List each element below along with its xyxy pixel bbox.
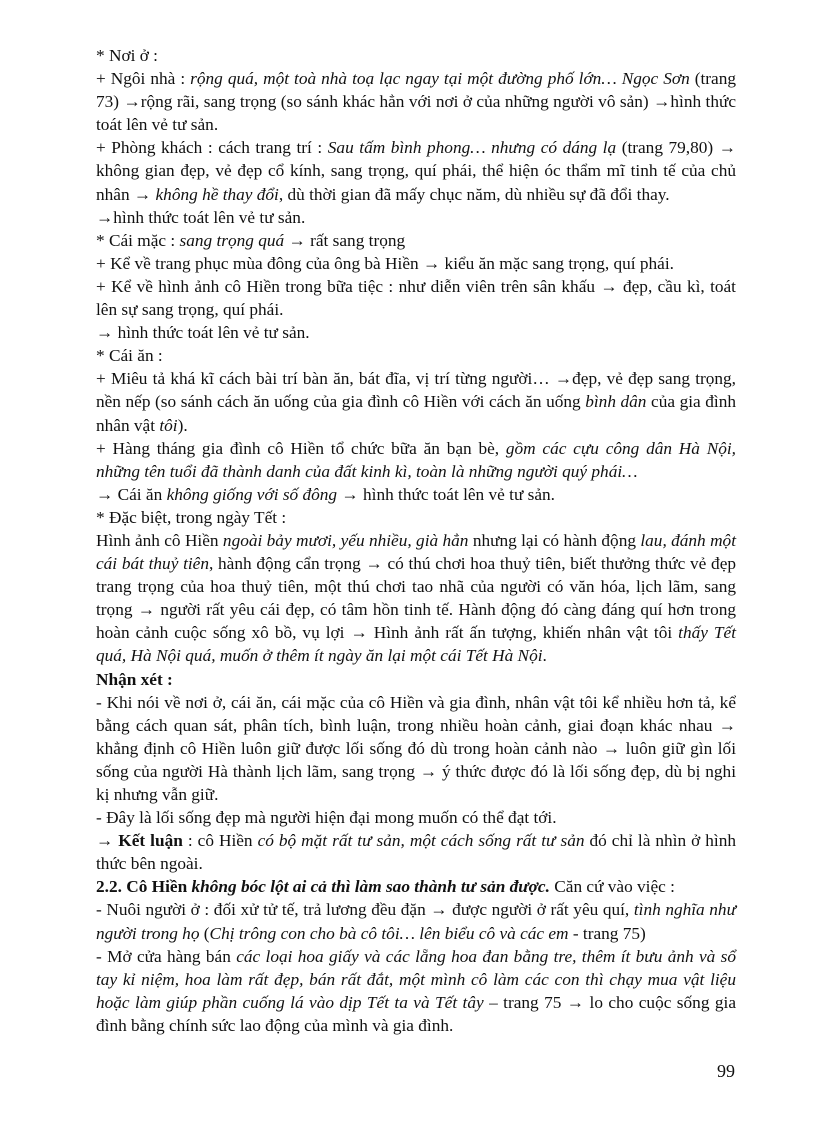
italic-quote: rộng quá, một toà nhà toạ lạc ngay tại một đường phố lớn… Ngọc Sơn: [190, 69, 690, 89]
text-run: (: [199, 923, 210, 943]
bold-label: Kết luận: [118, 831, 183, 851]
italic-quote: các loại hoa giấy và các lẵng hoa đan bằng tre, thêm ít bưu ảnh và sổ tay kỉ niệm, hoa làm rất đẹp, bán rất đắt, một mình cô làm các con thì chạy mua vật liệu hoặc làm giúp phần cuống lá vào dịp Tết ta và Tết tây: [96, 946, 736, 1012]
italic-quote: sang trọng quá: [179, 230, 285, 250]
text-run: + Kể về hình ảnh cô Hiền trong bữa tiệc : như diễn viên trên sân khấu → đẹp, cầu kì, toát lên sự sang trọng, quí phái.: [96, 276, 736, 320]
italic-quote: không hề thay đổi: [155, 184, 279, 204]
text-run: * Cái mặc :: [96, 230, 180, 250]
paragraph: [96, 136, 736, 205]
text-run: của gia đình nhân vật: [96, 392, 736, 435]
text-run: * Cái ăn :: [96, 346, 163, 366]
text-run: + Kể về trang phục mùa đông của ông bà Hiền → kiểu ăn mặc sang trọng, quí phái.: [96, 253, 674, 273]
text-run: - trang 75): [568, 923, 646, 943]
italic-quote: tình nghĩa như người trong họ: [96, 900, 736, 943]
paragraph: [96, 945, 736, 1037]
text-run: - Mở cửa hàng bán: [96, 946, 237, 966]
text-run: - Nuôi người ở : đối xử tử tế, trả lương đều đặn → được người ở rất yêu quí,: [96, 900, 634, 920]
text-run: + Hàng tháng gia đình cô Hiền tổ chức bữa ăn bạn bè,: [96, 438, 506, 458]
italic-quote: tôi: [159, 415, 178, 435]
paragraph: [96, 691, 736, 806]
text-run: → hình thức toát lên vẻ tư sản.: [96, 323, 310, 343]
paragraph: [96, 321, 736, 344]
section-heading-quote: không bóc lột ai cả thì làm sao thành tư sản được.: [191, 877, 550, 897]
paragraph: [96, 206, 736, 229]
text-run: Căn cứ vào việc :: [549, 877, 675, 897]
paragraph: [96, 344, 736, 367]
text-run: (trang 73) →rộng rãi, sang trọng (so sánh khác hẳn với nơi ở của những người vô sản) →hình thức toát lên vẻ tư sản.: [96, 69, 737, 135]
text-run: + Phòng khách : cách trang trí :: [96, 138, 328, 158]
paragraph: [96, 483, 736, 506]
paragraph: [96, 806, 736, 829]
section-heading: Nhận xét :: [96, 669, 173, 689]
text-run: – trang 75 → lo cho cuộc sống gia đình bằng chính sức lao động của mình và gia đình.: [96, 992, 736, 1035]
text-run: + Miêu tả khá kĩ cách bài trí bàn ăn, bát đĩa, vị trí từng người… →đẹp, vẻ đẹp sang trọng, nền nếp (so sánh cách ăn uống của gia đình cô Hiền với cách ăn uống: [96, 369, 736, 412]
text-run: - Khi nói về nơi ở, cái ăn, cái mặc của cô Hiền và gia đình, nhân vật tôi kể nhiều hơn tả, kể bằng cách quan sát, phân tích, bình luận, trong nhiều hoàn cảnh, giai đoạn khác nhau → khẳng định cô Hiền luôn giữ được lối sống đó dù trong hoàn cảnh nào → luôn giữ gìn lối sống của người Hà thành lịch lãm, sang trọng → ý thức được đó là lối sống đẹp, dù bị nghi kị nhưng vẫn giữ.: [96, 692, 736, 804]
text-run: * Đặc biệt, trong ngày Tết :: [96, 507, 287, 527]
text-run: nhưng lại có hành động: [468, 530, 641, 550]
document-body: [96, 44, 736, 1037]
italic-quote: không giống với số đông: [166, 484, 338, 504]
paragraph: [96, 829, 736, 875]
paragraph: [96, 898, 736, 944]
page-number: 99: [717, 1061, 735, 1081]
section-heading: 2.2. Cô Hiền: [96, 877, 192, 897]
italic-quote: có bộ mặt rất tư sản, một cách sống rất tư sản: [257, 831, 585, 851]
text-run: → rất sang trọng: [284, 230, 406, 250]
text-run: : cô Hiền: [182, 831, 258, 851]
text-run: * Nơi ở :: [96, 46, 158, 65]
text-run: → hình thức toát lên vẻ tư sản.: [337, 484, 555, 504]
italic-quote: bình dân: [585, 392, 647, 412]
text-run: Hình ảnh cô Hiền: [96, 530, 223, 550]
text-run: , dù thời gian đã mấy chục năm, dù nhiều sự đã đổi thay.: [278, 184, 670, 204]
paragraph: [96, 875, 736, 898]
paragraph: [96, 44, 736, 67]
italic-quote: Chị trông con cho bà cô tôi… lên biểu cô và các em: [209, 923, 569, 943]
text-run: đó chỉ là nhìn ở hình thức bên ngoài.: [96, 831, 736, 874]
text-run: + Ngôi nhà :: [96, 69, 191, 89]
paragraph: [96, 367, 736, 436]
text-run: → Cái ăn: [96, 484, 167, 504]
paragraph: [96, 668, 736, 691]
text-run: , hành động cẩn trọng → có thú chơi hoa thuỷ tiên, biết thưởng thức vẻ đẹp trang trọng của hoa thuỷ tiên, một thú chơi tao nhã của người có văn hóa, lịch lãm, sang trọng → người rất yêu cái đẹp, có tâm hồn tinh tế. Hành động đó càng đáng quí hơn trong hoàn cảnh cuộc sống xô bồ, vụ lợi → Hình ảnh rất ấn tượng, khiến nhân vật tôi: [96, 554, 736, 643]
italic-quote: thấy Tết quá, Hà Nội quá, muốn ở thêm ít ngày ăn lại một cái Tết Hà Nội: [96, 623, 737, 666]
paragraph: [96, 529, 736, 668]
text-run: →hình thức toát lên vẻ tư sản.: [96, 207, 306, 227]
text-run: (trang 79,80) → không gian đẹp, vẻ đẹp cổ kính, sang trọng, quí phái, thể hiện óc thẩm mĩ tinh tế của chủ nhân →: [96, 138, 736, 204]
paragraph: [96, 437, 736, 483]
italic-quote: gồm các cựu công dân Hà Nội, những tên tuổi đã thành danh của đất kinh kì, toàn là những người quý phái…: [96, 438, 736, 481]
italic-quote: Sau tấm bình phong… nhưng có dáng lạ: [327, 138, 617, 158]
text-run: →: [96, 831, 119, 851]
paragraph: [96, 252, 736, 275]
italic-quote: ngoài bảy mươi, yếu nhiều, già hẳn: [222, 530, 469, 550]
paragraph: [96, 275, 736, 321]
text-run: .: [542, 646, 547, 666]
text-run: ).: [177, 415, 188, 435]
italic-quote: lau, đánh một cái bát thuỷ tiên: [96, 530, 736, 574]
paragraph: [96, 229, 736, 252]
paragraph: [96, 67, 736, 136]
paragraph: [96, 506, 736, 529]
text-run: - Đây là lối sống đẹp mà người hiện đại mong muốn có thể đạt tới.: [96, 808, 557, 828]
